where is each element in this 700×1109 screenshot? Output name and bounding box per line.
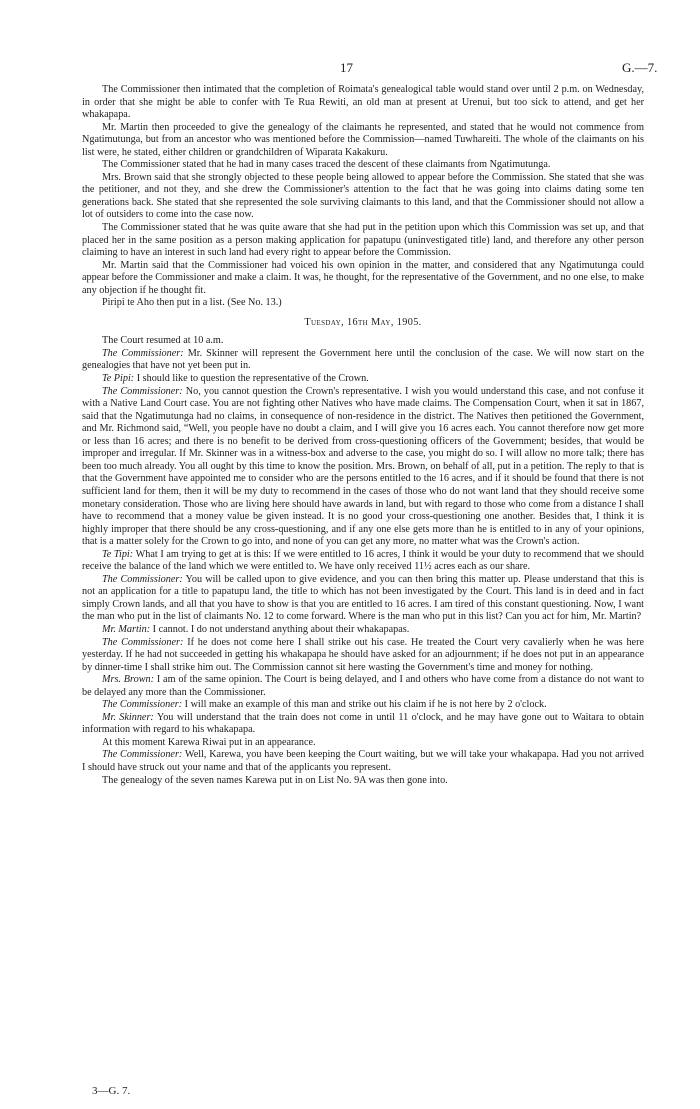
proceeding-text: I cannot. I do not understand anything about their whakapapas. [152, 623, 410, 635]
proceeding-text: Well, Karewa, you have been keeping the Court waiting, but we will take your whakapapa. Had you not arrived I should have struck out your name and that of the applicants you represent. [82, 749, 644, 773]
proceeding-text: You will understand that the train does not come in until 11 o'clock, and he may have gone out to Waitara to obtain information with regard to his whakapapa. [82, 711, 644, 736]
speaker-name: Te Tipi: [102, 548, 134, 560]
paragraph: Mr. Martin then proceeded to give the genealogy of the claimants he represented, and stated that he would not commence from Ngatimutunga, but from an ancestor who was mentioned before the Commission—named Tuwhareiti. The whole of the claimants on his list were, he stated, either children or grandchildren of Wiparata Kakakuru. [82, 121, 644, 158]
proceeding-text: The Court resumed at 10 a.m. [102, 335, 224, 347]
speaker-name: The Commissioner: [102, 385, 183, 397]
document-reference: G.—7. [622, 60, 658, 75]
proceeding-paragraph [82, 775, 644, 788]
proceeding-paragraph [82, 373, 644, 386]
proceeding-text: If he does not come here I shall strike out his case. He treated the Court very cavalierly when he was here yesterday. If he had not succeeded in getting his whakapapa he should have asked for an adjournment; if he does not put in an appearance by dinner-time I shall strike him out. The Commission cannot sit here wasting the Government's time and money for nothing. [82, 636, 644, 673]
proceeding-paragraph [82, 749, 644, 774]
proceeding-paragraph [82, 549, 644, 574]
proceeding-text: You will be called upon to give evidence, and you can then bring this matter up. Please understand that this is not an application for a title to papatupu land, the title to which has not been investigated by the Court. This land is in deed and in fact simply Crown lands, and all that you have to show is that you are entitled to 16 acres. I am tired of this constant questioning. Now, I want the man who put in the list of claimants No. 12 to come forward. Where is the man who put in this list? Can you act for him, Mr. Martin? [82, 573, 644, 623]
proceeding-text: The genealogy of the seven names Karewa put in on List No. 9A was then gone into. [102, 774, 448, 786]
proceeding-text: No, you cannot question the Crown's representative. I wish you would understand this case, and not confuse it with a Native Land Court case. You are not fighting other Natives who have made claims. The Compensation Court, when it sat in 1867, said that the Ngatimutunga had no claims, in consequence of non-residence in the district. The Natives then petitioned the Government, and Mr. Richmond said, “Well, you people have no doubt a claim, and I will give you 16 acres each. You cannot therefore now get more or less than 16 acres; and there is no benefit to be derived from cross-questioning officers of the Government; besides, that would be improper and irregular. If Mr. Skinner was in a witness-box and adverse to the case, you might do so. I will allow no more talk; there has been too much already. You all ought by this time to know the position. Mrs. Brown, on behalf of all, put in a petition. The reply to that is that the Government have appointed me to consider who are the persons entitled to the 16 acres, and if it should be found that there is not sufficient land for them, then it will be my duty to recommend in the cases of those who do not want land that they should receive some monetary consideration. Those who are living here should have awards in land, but with regard to those who come from a distance I shall have to recommend that a money value be given instead. It is no good your cross-questioning one another. Besides that, I think it is highly improper that there should be any cross-questioning, and if any one else gets more than he is entitled to in any of your opinions, that is a matter solely for the Crown to go into, and none of you can get any more, no matter what was the Crown's action. [82, 385, 644, 548]
proceeding-paragraph [82, 348, 644, 373]
speaker-name: Mrs. Brown: [102, 674, 154, 686]
proceeding-paragraph [82, 335, 644, 348]
proceeding-paragraph [82, 624, 644, 637]
page-number: 17 [340, 60, 353, 75]
proceeding-text: I am of the same opinion. The Court is being delayed, and I and others who have come from a distance do not want to be delayed any more than the Commissioner. [82, 674, 644, 698]
proceeding-paragraph [82, 712, 644, 737]
date-heading: Tuesday, 16th May, 1905. [304, 316, 422, 328]
proceeding-paragraph [82, 699, 644, 712]
proceeding-text: I should like to question the representative of the Crown. [136, 373, 369, 385]
speaker-name: Te Pipi: [102, 373, 135, 385]
proceeding-text: Mr. Skinner will represent the Government here until the conclusion of the case. We will now start on the genealogies that have not yet been put in. [82, 347, 645, 372]
proceeding-paragraph [82, 574, 644, 624]
proceeding-paragraph [82, 737, 644, 750]
signature-mark: 3—G. 7. [92, 1085, 131, 1097]
speaker-name: The Commissioner: [102, 749, 183, 761]
speaker-name: The Commissioner: [102, 573, 183, 585]
paragraph: The Commissioner stated that he had in many cases traced the descent of these claimants from Ngatimutunga. [102, 159, 551, 171]
paragraph: The Commissioner stated that he was quite aware that she had put in the petition upon which this Commission was set up, and that placed her in the same position as a person making application for papatupu (uninvestigated title) land, and therefore any other person claiming to have an interest in such land had every right to appear before the Commission. [82, 222, 644, 259]
paragraph: Piripi te Aho then put in a list. (See No. 13.) [102, 297, 282, 309]
proceeding-text: What I am trying to get at is this: If we were entitled to 16 acres, I think it would be your duty to recommend that we should receive the balance of the land which we were entitled to. We have only received 11½ acres each as our share. [82, 548, 644, 573]
speaker-name: Mr. Skinner: [102, 711, 154, 723]
paragraph: Mr. Martin said that the Commissioner had voiced his own opinion in the matter, and considered that any Ngatimutunga could appear before the Commissioner and make a claim. It was, he thought, for the representative of the Government, and no one else, to make any objection if he thought fit. [82, 259, 644, 296]
proceeding-paragraph [82, 637, 644, 675]
proceeding-text: I will make an example of this man and strike out his claim if he is not here by 2 o'clock. [184, 699, 547, 711]
speaker-name: The Commissioner: [102, 699, 183, 711]
body-text [82, 84, 644, 787]
speaker-name: The Commissioner: [102, 636, 184, 648]
proceeding-paragraph [82, 674, 644, 699]
speaker-name: The Commissioner: [102, 347, 184, 359]
speaker-name: Mr. Martin: [102, 623, 151, 635]
proceeding-text: At this moment Karewa Riwai put in an appearance. [102, 736, 316, 748]
paragraph: The Commissioner then intimated that the completion of Roimata's genealogical table would stand over until 2 p.m. on Wednesday, in order that she might be able to confer with Te Rua Rewiti, an old man at present at Urenui, but too sick to attend, and get her whakapapa. [82, 84, 644, 121]
proceeding-paragraph [82, 386, 644, 549]
paragraph: Mrs. Brown said that she strongly objected to these people being allowed to appear before the Commission. She stated that she was the petitioner, and not they, and she drew the Commissioner's attention to the fact that he was going into claims dating some ten generations back. She stated that she represented the sole surviving claimants to this land, and that the Commissioner should not allow a lot of outsiders to come into the case now. [82, 171, 644, 221]
